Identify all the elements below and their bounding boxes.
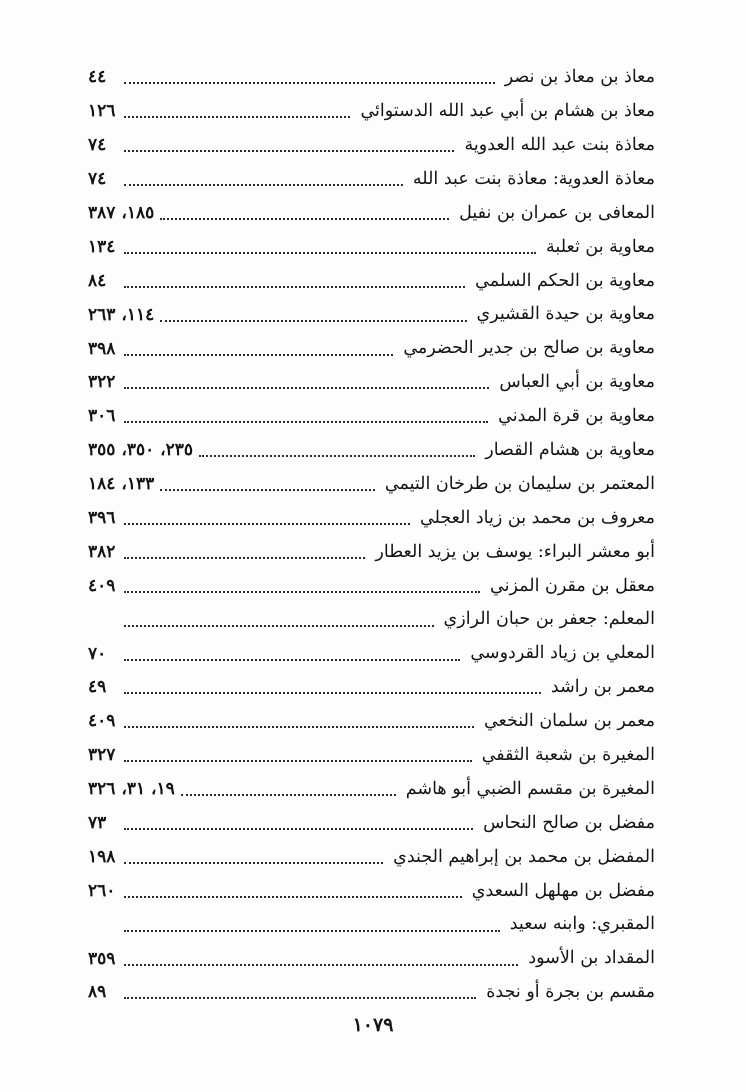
entry-name: معاوية بن الحكم السلمي (475, 270, 655, 291)
entry-page-numbers: ٣٠٦ (88, 406, 116, 427)
entry-name: المعتمر بن سليمان بن طرخان التيمي (384, 473, 655, 494)
index-entry (88, 603, 655, 637)
entry-page-numbers: ١٩٨ (88, 846, 116, 867)
entry-name: معقل بن مقرن المزني (490, 575, 655, 596)
entry-page-numbers: ٢٣٥، ٣٥٠، ٣٥٥ (88, 440, 194, 461)
dot-leader (199, 454, 475, 457)
dot-leader (124, 183, 403, 186)
entry-page-numbers: ٣٢٧ (88, 745, 116, 766)
entry-name: أبو معشر البراء: يوسف بن يزيد العطار (375, 541, 655, 562)
entry-page-numbers: ١٩، ٣١، ٣٢٦ (88, 779, 175, 800)
dot-leader (124, 963, 518, 966)
index-entry (88, 95, 655, 129)
entry-name: المعلي بن زياد القردوسي (470, 643, 655, 664)
index-entry (88, 569, 655, 603)
dot-leader (124, 556, 365, 559)
entry-page-numbers: ١١٤، ٢٦٣ (88, 304, 155, 325)
index-entry (88, 163, 655, 197)
entry-page-numbers: ٣٩٨ (88, 338, 116, 359)
dot-leader (160, 488, 375, 491)
dot-leader (160, 319, 466, 322)
index-entry (88, 298, 655, 332)
entry-page-numbers: ٧٣ (88, 813, 107, 834)
index-entry (88, 129, 655, 163)
dot-leader (181, 793, 396, 796)
entry-page-numbers: ٨٤ (88, 270, 107, 291)
entry-page-numbers: ٣٢٢ (88, 372, 116, 393)
entry-name: مفضل بن مهلهل السعدي (471, 880, 655, 901)
dot-leader (124, 624, 434, 627)
entry-name: المفضل بن محمد بن إبراهيم الجندي (393, 846, 655, 867)
entry-page-numbers: ٤٤ (88, 67, 107, 88)
entry-page-numbers: ٤٠٩ (88, 711, 116, 732)
entry-name: معاوية بن هشام القصار (485, 439, 655, 460)
entry-name: معاذ بن هشام بن أبي عبد الله الدستوائي (360, 101, 655, 122)
entry-page-numbers: ٣٥٩ (88, 948, 116, 969)
dot-leader (124, 996, 476, 999)
index-entry (88, 535, 655, 569)
index-entry (88, 840, 655, 874)
entry-page-numbers: ١٣٣، ١٨٤ (88, 474, 155, 495)
dot-leader (124, 285, 465, 288)
dot-leader (124, 827, 473, 830)
index-entry (88, 739, 655, 773)
dot-leader (124, 115, 350, 118)
dot-leader (124, 81, 495, 84)
entry-page-numbers: ٣٩٦ (88, 508, 116, 529)
dot-leader (124, 522, 410, 525)
name-index-list (88, 61, 655, 1010)
entry-name: المقبري: وابنه سعيد (509, 914, 655, 935)
index-entry (88, 468, 655, 502)
entry-name: معاذة بنت عبد الله العدوية (464, 134, 655, 155)
index-entry (88, 705, 655, 739)
dot-leader (124, 420, 488, 423)
entry-page-numbers: ٧٤ (88, 135, 107, 156)
entry-page-numbers: ٧٠ (88, 643, 107, 664)
entry-page-numbers: ٤٩ (88, 677, 107, 698)
dot-leader (124, 590, 480, 593)
index-entry (88, 434, 655, 468)
entry-name: المغيرة بن مقسم الضبي أبو هاشم (405, 778, 655, 799)
dot-leader (124, 895, 462, 898)
dot-leader (124, 149, 454, 152)
dot-leader (124, 691, 541, 694)
entry-name: مقسم بن بجرة أو نجدة (486, 982, 655, 1003)
dot-leader (160, 217, 449, 220)
entry-page-numbers: ١٢٦ (88, 101, 116, 122)
entry-name: معاوية بن حيدة القشيري (476, 304, 655, 325)
dot-leader (124, 725, 474, 728)
entry-name: معاذة العدوية: معاذة بنت عبد الله (412, 168, 655, 189)
entry-name: معاذ بن معاذ بن نصر (504, 67, 655, 88)
entry-page-numbers: ٤٠٩ (88, 575, 116, 596)
index-entry (88, 502, 655, 536)
entry-name: معروف بن محمد بن زياد العجلي (420, 507, 655, 528)
dot-leader (124, 386, 489, 389)
index-entry (88, 366, 655, 400)
entry-name: المغيرة بن شعبة الثقفي (481, 745, 655, 765)
entry-page-numbers: ٨٩ (88, 982, 107, 1003)
index-entry (88, 61, 655, 95)
entry-page-numbers: ٧٤ (88, 169, 107, 190)
entry-name: المعلم: جعفر بن حبان الرازي (443, 609, 655, 630)
index-entry (88, 908, 655, 942)
index-entry (88, 264, 655, 298)
index-entry (88, 671, 655, 705)
entry-name: معمر بن سلمان النخعي (483, 711, 655, 732)
dot-leader (124, 861, 383, 864)
dot-leader (124, 759, 472, 762)
entry-name: معاوية بن صالح بن جدير الحضرمي (403, 338, 655, 359)
index-entry (88, 400, 655, 434)
entry-name: معاوية بن أبي العباس (499, 372, 655, 393)
entry-name: مفضل بن صالح النحاس (483, 812, 655, 833)
index-entry (88, 332, 655, 366)
index-entry (88, 942, 655, 976)
entry-name: المعافى بن عمران بن نفيل (459, 202, 655, 223)
entry-page-numbers: ٢٦٠ (88, 880, 116, 901)
entry-name: معاوية بن قرة المدني (498, 406, 655, 427)
entry-page-numbers: ١٣٤ (88, 236, 116, 257)
index-entry (88, 230, 655, 264)
entry-page-numbers: ١٨٥، ٣٨٧ (88, 203, 155, 223)
dot-leader (124, 353, 393, 356)
dot-leader (124, 929, 500, 932)
page-number: ١٠٧٩ (352, 1014, 394, 1036)
entry-name: معاوية بن ثعلبة (546, 236, 655, 257)
dot-leader (124, 658, 460, 661)
entry-page-numbers: ٣٨٢ (88, 541, 116, 562)
entry-name: معمر بن راشد (550, 677, 655, 698)
index-entry (88, 773, 655, 807)
index-entry (88, 637, 655, 671)
entry-name: المقداد بن الأسود (528, 948, 655, 969)
index-entry (88, 874, 655, 908)
index-entry (88, 976, 655, 1010)
dot-leader (124, 251, 536, 254)
index-entry (88, 197, 655, 231)
index-entry (88, 807, 655, 841)
